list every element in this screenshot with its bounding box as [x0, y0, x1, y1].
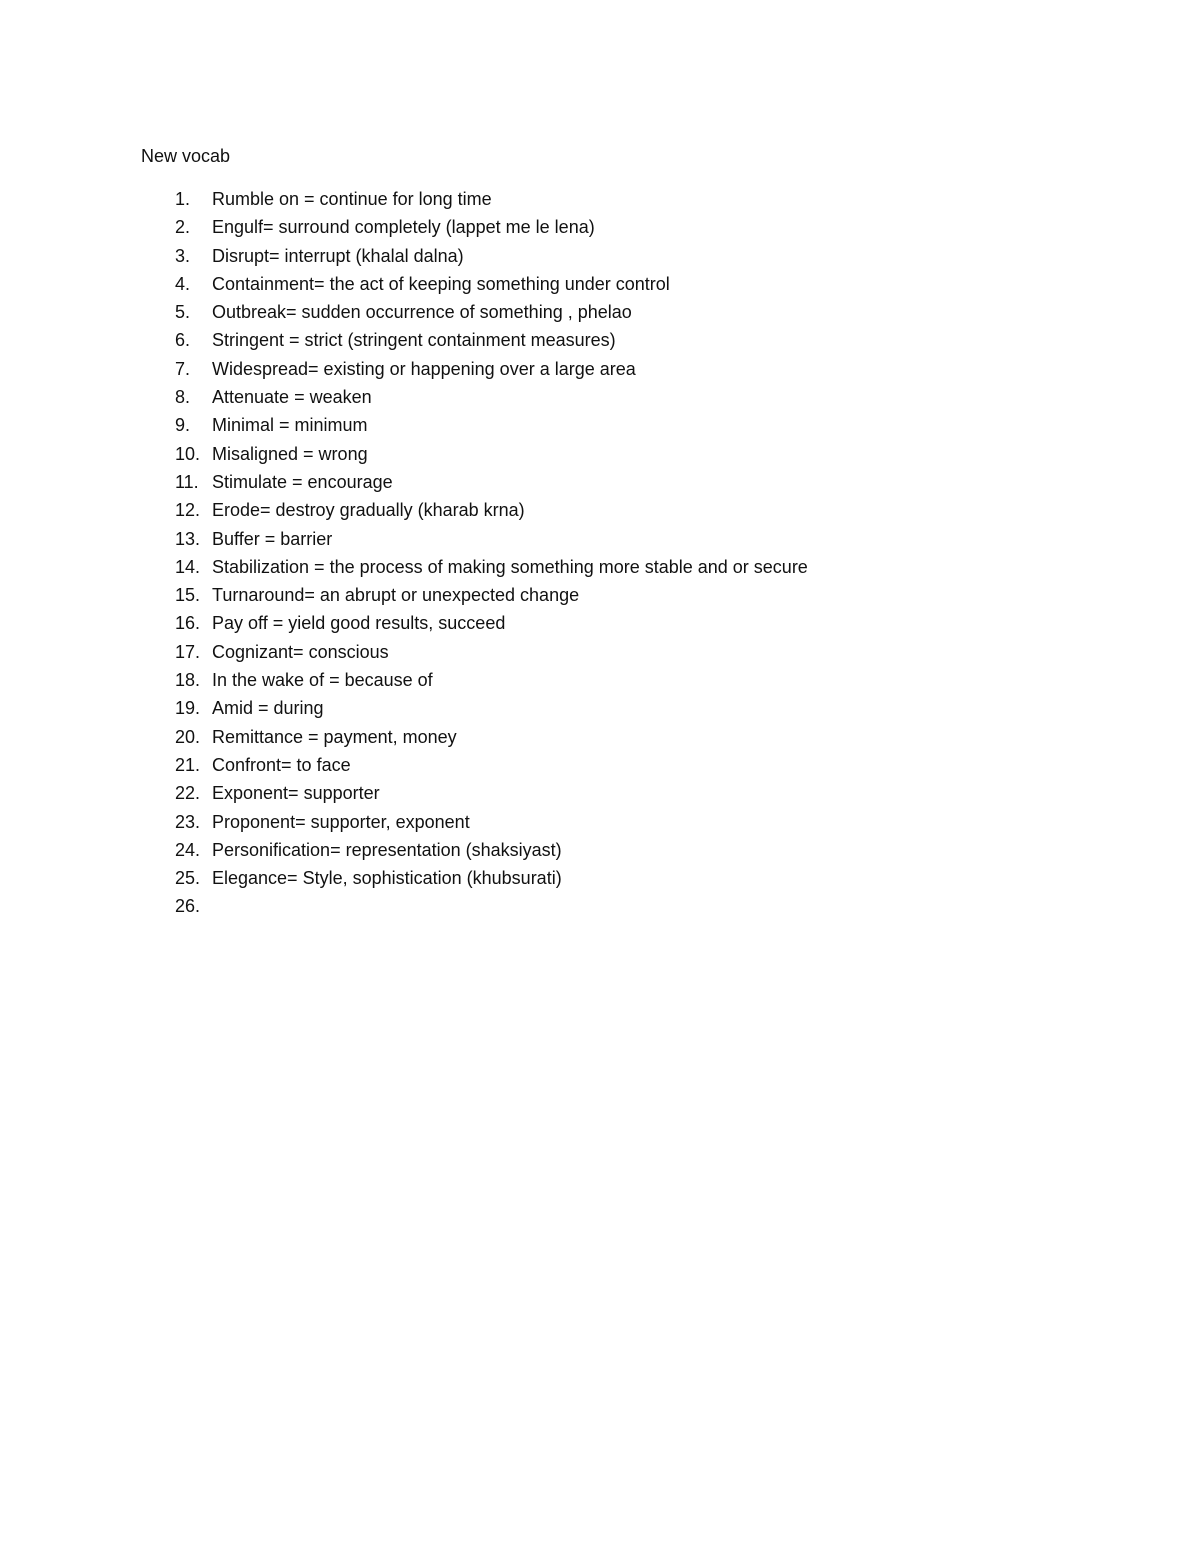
- item-text: Minimal = minimum: [212, 415, 368, 436]
- item-text: Stabilization = the process of making something more stable and or secure: [212, 556, 808, 577]
- item-number: 24.: [175, 839, 201, 860]
- item-number: 15.: [175, 585, 201, 606]
- item-text: Attenuate = weaken: [212, 387, 372, 408]
- item-text: Engulf= surround completely (lappet me le lena): [212, 217, 595, 238]
- item-text: Rumble on = continue for long time: [212, 189, 492, 209]
- item-number: 17.: [175, 641, 201, 662]
- item-text: Elegance= Style, sophistication (khubsurati): [212, 868, 562, 889]
- item-text: In the wake of = because of: [212, 670, 433, 691]
- item-number: 6.: [175, 330, 191, 351]
- item-text: Disrupt= interrupt (khalal dalna): [212, 245, 464, 266]
- item-text: Buffer = barrier: [212, 528, 333, 549]
- item-text: Stimulate = encourage: [212, 471, 393, 492]
- item-number: 3.: [175, 245, 191, 266]
- item-number: 4.: [175, 273, 191, 294]
- item-number: 1.: [175, 189, 191, 209]
- item-number: 5.: [175, 302, 191, 323]
- item-number: 22.: [175, 783, 201, 804]
- item-number: 13.: [175, 528, 201, 549]
- item-text: Cognizant= conscious: [212, 641, 389, 662]
- item-text: Confront= to face: [212, 754, 351, 775]
- item-text: Personification= representation (shaksiyast): [212, 839, 562, 860]
- item-text: Erode= destroy gradually (kharab krna): [212, 500, 525, 521]
- item-number: 7.: [175, 358, 191, 379]
- item-text: Containment= the act of keeping something under control: [212, 273, 670, 294]
- item-text: Stringent = strict (stringent containment measures): [212, 330, 616, 351]
- item-text: Amid = during: [212, 698, 324, 719]
- item-text: Outbreak= sudden occurrence of something , phelao: [212, 302, 632, 323]
- item-text: Proponent= supporter, exponent: [212, 811, 470, 832]
- item-number: 20.: [175, 726, 201, 747]
- item-number: 2.: [175, 217, 191, 238]
- item-number: 9.: [175, 415, 191, 436]
- item-number: 26.: [175, 896, 201, 917]
- item-text: Turnaround= an abrupt or unexpected change: [212, 585, 580, 606]
- item-number: 8.: [175, 387, 191, 408]
- item-text: Exponent= supporter: [212, 783, 380, 804]
- document-title: New vocab: [141, 146, 231, 166]
- item-number: 25.: [175, 868, 201, 889]
- item-number: 11.: [175, 471, 199, 492]
- item-text: Widespread= existing or happening over a large area: [212, 358, 636, 379]
- item-number: 14.: [175, 556, 201, 577]
- item-number: 12.: [175, 500, 201, 521]
- item-number: 19.: [175, 698, 201, 719]
- item-text: Pay off = yield good results, succeed: [212, 613, 506, 634]
- item-text: Misaligned = wrong: [212, 443, 368, 464]
- item-number: 23.: [175, 811, 201, 832]
- item-text: Remittance = payment, money: [212, 726, 457, 747]
- item-number: 18.: [175, 670, 201, 691]
- item-number: 16.: [175, 613, 201, 634]
- item-number: 10.: [175, 443, 201, 464]
- item-number: 21.: [175, 754, 201, 775]
